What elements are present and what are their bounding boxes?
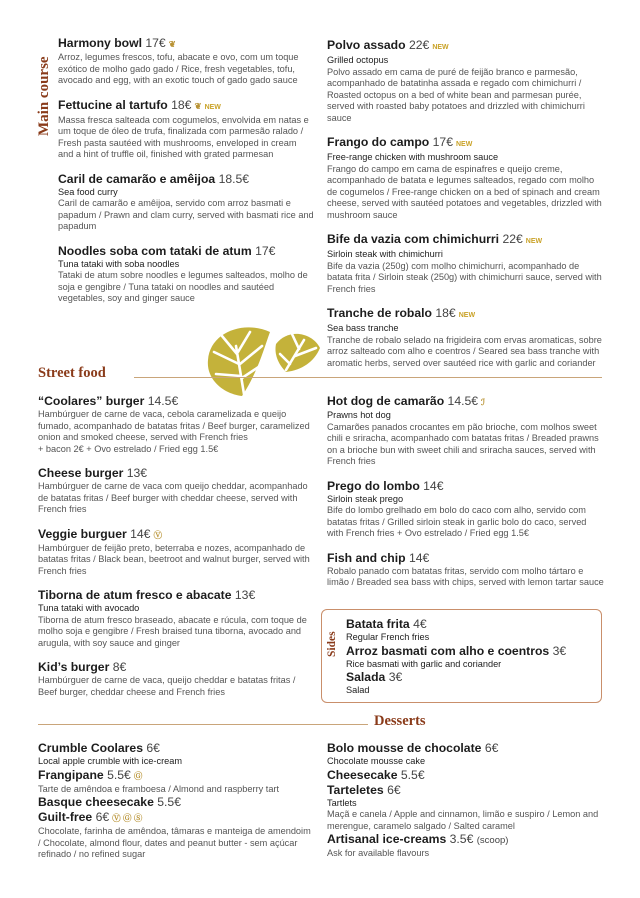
item-name: Frango do campo <box>327 135 430 149</box>
item-price: 14.5€ <box>447 394 479 408</box>
item-name: Cheese burger <box>38 466 124 480</box>
item-subtitle: Chocolate mousse cake <box>327 756 426 766</box>
item-price: 6€ <box>484 741 499 755</box>
item-price: 3.5€ <box>449 832 474 846</box>
desserts-left-column <box>38 741 314 861</box>
vegan-glutenfree-sugarfree-icons: Ⓥ Ⓖ Ⓢ <box>112 813 143 823</box>
item-description: Tiborna de atum fresco braseado, abacate e rúcula, com toque de molho soja e gengibre / Fresh braised tuna tiborna, avocado and arugula, with soy sauce and ginger <box>38 614 307 648</box>
item-price: 6€ <box>387 782 401 797</box>
item-description: Hambúrguer de carne de vaca, queijo cheddar e batatas fritas / Beef burger, cheddar cheese and French fries <box>38 675 296 697</box>
item-note: (scoop) <box>476 835 509 846</box>
item-name: Kid’s burger <box>38 660 110 674</box>
item-price: 3€ <box>552 643 567 658</box>
item-price: 14€ <box>130 526 151 541</box>
item-description: Camarões panados crocantes em pão brioche, com molhos sweet chili e sriracha, acompanhado com batatas fritas / Breaded prawns on a brioche bun with sweet chili and sriracha sauces, served with French fries <box>327 421 599 466</box>
vegan-leaf-icon: ❦ <box>168 39 176 49</box>
vegan-leaf-icon: ❦ <box>194 100 202 111</box>
item-description: Tranche de robalo selado na frigideira com ervas aromaticas, sobre arroz salteado com alho e coentros / Seared sea bass tranche with aromatic herbs, served over sautéed rice with garlic and coriander <box>327 334 602 368</box>
item-price: 18€ <box>171 97 192 112</box>
item-subtitle: Tuna tataki with soba noodles <box>58 258 180 269</box>
item-subtitle: Tuna tataki with avocado <box>38 603 140 613</box>
sides-heading: Sides <box>326 631 338 657</box>
item-name: Bife da vazia com chimichurri <box>327 232 500 246</box>
menu-item <box>327 135 605 221</box>
menu-item <box>327 551 605 589</box>
menu-item <box>327 479 605 540</box>
item-description: Ask for available flavours <box>327 848 430 858</box>
item-description: Caril de camarão e amêijoa, servido com arroz basmati e papadum / Prawn and clam curry, served with basmati rice and papadum <box>58 198 314 231</box>
item-name: Bolo mousse de chocolate <box>327 741 482 755</box>
new-badge: NEW <box>432 44 449 51</box>
new-badge: NEW <box>458 312 476 319</box>
menu-item <box>38 527 313 578</box>
sides-list <box>346 617 596 697</box>
new-badge: NEW <box>455 141 473 148</box>
item-description: Frango do campo em cama de espinafres e queijo creme, acompanhado de batata e legumes salteados, regado com molho de cogumelos / Free-range chicken on a bed of spinach and cream cheese, served with sautéed potatoes and vegetables, drizzled with mushroom sauce <box>327 163 602 220</box>
item-price: 18.5€ <box>218 171 250 186</box>
item-price: 8€ <box>112 660 127 674</box>
menu-item <box>58 36 314 87</box>
item-subtitle: Rice basmati with garlic and coriander <box>346 658 502 669</box>
item-name: Polvo assado <box>327 38 406 52</box>
item-subtitle: Sea food curry <box>58 186 118 197</box>
item-name: Guilt-free <box>38 810 93 824</box>
item-price: 3€ <box>388 670 403 684</box>
item-name: Basque cheesecake <box>38 795 154 809</box>
item-description: Bife da vazia (250g) com molho chimichurri, acompanhado de batata frita / Sirloin steak (250g) with chimichurri sauce, served with French fries <box>327 260 602 294</box>
desserts-divider <box>38 724 368 725</box>
street-food-left-column <box>38 394 313 698</box>
item-price: 17€ <box>255 243 276 258</box>
item-description: Massa fresca salteada com cogumelos, envolvida em natas e um toque de óleo de trufa, finalizada com parmesão ralado / Fresh pasta sautéed with mushrooms, enveloped in cream and a hint of truffle oil, finished with grated parmesan <box>58 114 309 159</box>
chili-pepper-icon: ℐ <box>481 397 486 407</box>
desserts-right-column <box>327 741 605 860</box>
item-subtitle: Salad <box>346 685 370 695</box>
item-name: Salada <box>346 670 386 684</box>
item-extras: + bacon 2€ + Ovo estrelado / Fried egg 1.5€ <box>38 443 219 454</box>
vegetarian-v-icon: Ⓥ <box>153 529 162 540</box>
new-badge: NEW <box>204 103 221 111</box>
item-subtitle: Local apple crumble with ice-cream <box>38 756 182 766</box>
item-name: Hot dog de camarão <box>327 394 445 408</box>
item-name: Tiborna de atum fresco e abacate <box>38 588 232 602</box>
item-price: 22€ <box>502 232 523 246</box>
item-description: Hambúrguer de feijão preto, beterraba e nozes, acompanhado de batatas fritas / Black bean, beetroot and walnut burger, served with French fries <box>38 542 310 576</box>
item-name: Fish and chip <box>327 550 406 565</box>
item-price: 17€ <box>145 36 166 50</box>
item-subtitle: Tartlets <box>327 797 357 808</box>
item-name: Arroz basmati com alho e coentros <box>346 643 550 658</box>
item-name: Prego do lombo <box>327 478 420 493</box>
item-name: Harmony bowl <box>58 36 142 50</box>
item-price: 17€ <box>432 135 453 149</box>
item-description: Hambúrguer de carne de vaca com queijo cheddar, acompanhado de batatas fritas / Beef burger with cheddar cheese, served with French fries <box>38 481 308 514</box>
item-name: Frangipane <box>38 767 104 782</box>
street-food-right-column <box>327 394 605 589</box>
main-course-left-column <box>58 36 314 305</box>
item-name: Artisanal ice-creams <box>327 832 447 846</box>
item-price: 5.5€ <box>400 767 425 782</box>
gluten-free-icon: Ⓖ <box>133 770 143 781</box>
item-subtitle: Sirloin steak prego <box>327 493 404 504</box>
item-subtitle: Regular French fries <box>346 632 430 642</box>
main-course-right-column <box>327 38 605 369</box>
item-subtitle: Free-range chicken with mushroom sauce <box>327 152 499 162</box>
item-subtitle: Sea bass tranche <box>327 323 399 333</box>
item-subtitle: Prawns hot dog <box>327 410 391 420</box>
item-price: 14.5€ <box>147 394 179 408</box>
item-name: “Coolares” burger <box>38 394 145 408</box>
item-description: Tataki de atum sobre noodles e legumes salteados, molho de soja e gengibre / Tuna tataki on noodles and sautéed vegetables, soy and ginger sauce <box>58 270 308 303</box>
item-price: 5.5€ <box>107 767 131 782</box>
item-description: Polvo assado em cama de puré de feijão branco e parmesão, acompanhado de batatinha assada e regado com chimichurri / Roasted octopus on a bed of white bean and parmesan purée, served with roasted baby potatoes and drizzled with chimichurri sauce <box>327 66 585 123</box>
item-price: 13€ <box>126 466 148 480</box>
item-description: Hambúrguer de carne de vaca, cebola caramelizada e queijo fumado, acompanhado de batatas fritas / Beef burger, caramelized onion and smoked cheese, served with French fries <box>38 409 310 442</box>
item-name: Veggie burguer <box>38 526 127 541</box>
main-course-heading: Main course <box>36 56 52 136</box>
item-description: Robalo panado com batatas fritas, servido com molho tártaro e limão / Breaded sea bass with chips, served with lemon tartar sauce <box>327 565 604 587</box>
item-name: Caril de camarão e amêijoa <box>58 171 216 186</box>
menu-item <box>327 232 605 295</box>
item-price: 5.5€ <box>157 795 181 809</box>
item-name: Cheesecake <box>327 767 398 782</box>
item-name: Noodles soba com tataki de atum <box>58 243 252 258</box>
item-name: Crumble Coolares <box>38 741 143 755</box>
item-price: 18€ <box>435 306 456 320</box>
item-price: 13€ <box>234 588 256 602</box>
item-price: 14€ <box>408 550 430 565</box>
desserts-heading: Desserts <box>374 713 426 729</box>
item-name: Tranche de robalo <box>327 306 432 320</box>
item-subtitle: Sirloin steak with chimichurri <box>327 249 443 259</box>
item-price: 6€ <box>146 741 160 755</box>
item-subtitle: Grilled octopus <box>327 55 389 65</box>
item-price: 14€ <box>423 478 444 493</box>
new-badge: NEW <box>525 238 543 245</box>
item-price: 22€ <box>408 38 430 52</box>
item-description: Arroz, legumes frescos, tofu, abacate e ovo, com um toque exótico de molho gado gado / Rice, fresh vegetables, tofu, avocado and egg, with an exotic touch of gado gado sauce <box>58 52 299 85</box>
menu-item <box>38 660 313 698</box>
menu-item <box>327 38 605 124</box>
menu-item <box>38 466 313 516</box>
item-price: 6€ <box>95 810 110 824</box>
item-name: Tarteletes <box>327 782 384 797</box>
item-description: Maçã e canela / Apple and cinnamon, limão e suspiro / Lemon and merengue, caramelo salgado / Salted caramel <box>327 809 599 831</box>
street-food-divider <box>134 377 602 378</box>
menu-item <box>38 588 313 649</box>
item-description: Chocolate, farinha de amêndoa, tâmaras e manteiga de amendoim / Chocolate, almond flour, dates and peanut butter - sem açúcar refinado / no refined sugar <box>38 826 311 859</box>
item-description: Tarte de amêndoa e framboesa / Almond and raspberry tart <box>38 783 280 794</box>
menu-item <box>327 306 605 369</box>
menu-item <box>327 394 605 468</box>
menu-item <box>38 394 313 455</box>
item-description: Bife do lombo grelhado em bolo do caco com alho, servido com batatas fritas / Grilled sirloin steak in garlic bolo do caco, served with French fries + Ovo estrelado / Fried egg 1.5€ <box>327 505 587 538</box>
item-name: Batata frita <box>346 617 410 631</box>
menu-item <box>58 172 314 233</box>
monstera-leaf-illustration <box>200 318 325 403</box>
item-price: 4€ <box>413 617 427 631</box>
menu-item <box>58 98 314 161</box>
menu-item <box>58 244 314 305</box>
street-food-heading: Street food <box>38 365 106 381</box>
item-name: Fettucine al tartufo <box>58 97 168 112</box>
